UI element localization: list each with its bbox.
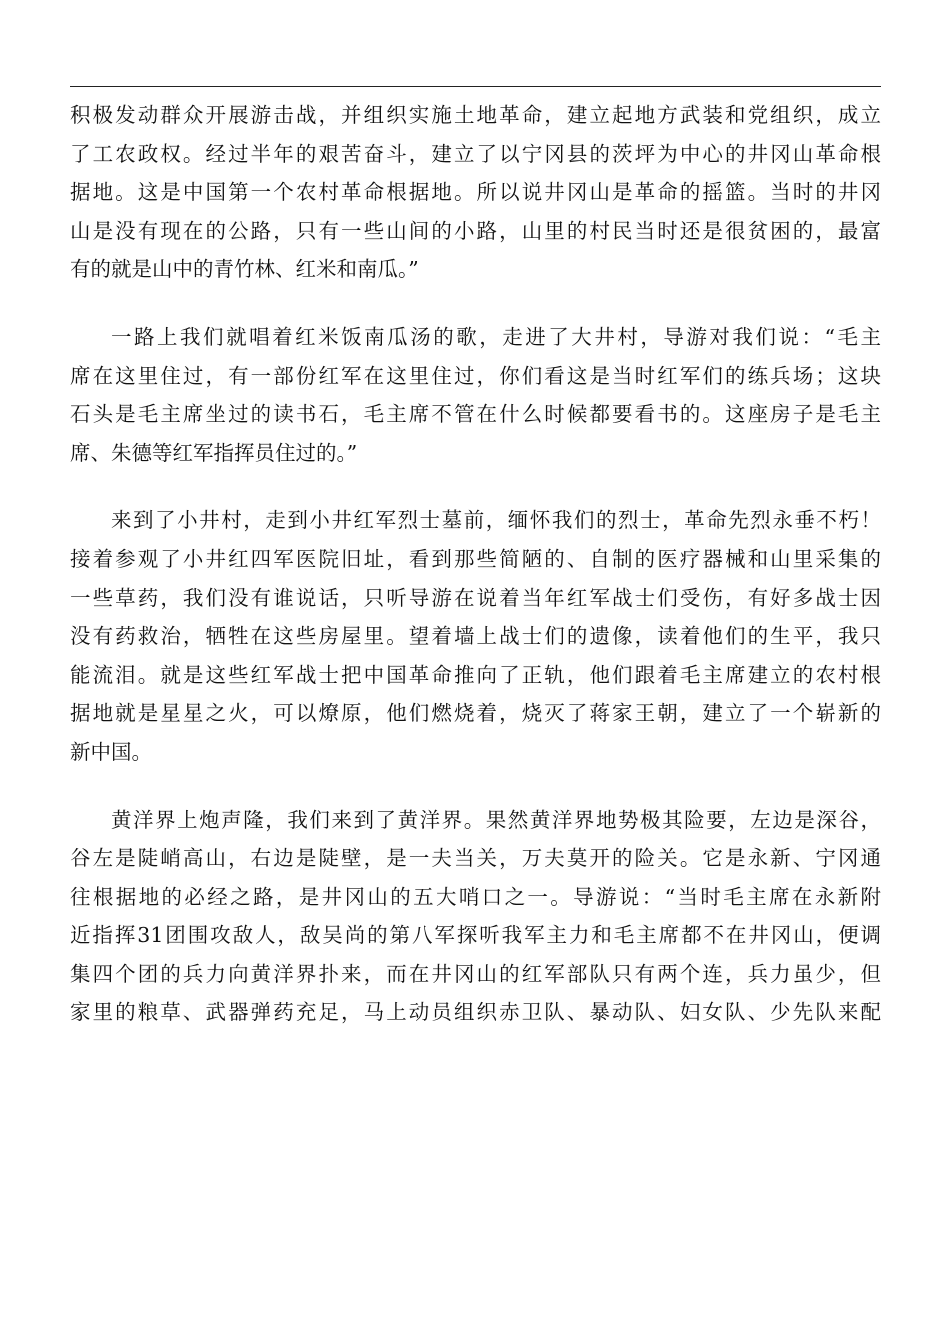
- text-line: 黄洋界上炮声隆，我们来到了黄洋界。果然黄洋界地势极其险要，左边是深谷，: [111, 807, 881, 832]
- text-line: 据地就是星星之火，可以燎原，他们燃烧着，烧灭了蒋家王朝，建立了一个崭新的: [70, 701, 881, 726]
- paragraph-3: [70, 501, 881, 771]
- text-line: 新中国。: [70, 739, 152, 764]
- text-line: 一路上我们就唱着红米饭南瓜汤的歌，走进了大井村，导游对我们说：“毛主: [111, 324, 881, 349]
- paragraph-gap: [70, 772, 881, 801]
- text-line: 了工农政权。经过半年的艰苦奋斗，建立了以宁冈县的茨坪为中心的井冈山革命根: [70, 141, 881, 166]
- text-line: 积极发动群众开展游击战，并组织实施土地革命，建立起地方武装和党组织，成立: [70, 103, 881, 127]
- paragraph-2: [70, 318, 881, 472]
- text-line: 石头是毛主席坐过的读书石，毛主席不管在什么时候都要看书的。这座房子是毛主: [70, 402, 881, 427]
- text-line: 席、朱德等红军指挥员住过的。”: [70, 440, 358, 465]
- text-line: 一些草药，我们没有谁说话，只听导游在说着当年红军战士们受伤，有好多战士因: [70, 585, 881, 610]
- text-line: 近指挥31团围攻敌人，敌吴尚的第八军探听我军主力和毛主席都不在井冈山，便调: [70, 923, 881, 948]
- text-line: 席在这里住过，有一部份红军在这里住过，你们看这是当时红军们的练兵场；这块: [70, 363, 881, 388]
- text-line: 没有药救治，牺牲在这些房屋里。望着墙上战士们的遗像，读着他们的生平，我只: [70, 624, 881, 649]
- text-line: 集四个团的兵力向黄洋界扑来，而在井冈山的红军部队只有两个连，兵力虽少，但: [70, 961, 881, 986]
- text-line: 接着参观了小井红四军医院旧址，看到那些简陋的、自制的医疗器械和山里采集的: [70, 546, 881, 571]
- paragraph-1: [70, 96, 881, 289]
- text-line: 能流泪。就是这些红军战士把中国革命推向了正轨，他们跟着毛主席建立的农村根: [70, 662, 881, 687]
- body-text: [70, 96, 881, 1032]
- text-line: 山是没有现在的公路，只有一些山间的小路，山里的村民当时还是很贫困的，最富: [70, 218, 881, 243]
- text-line: 有的就是山中的青竹林、红米和南瓜。”: [70, 257, 419, 282]
- paragraph-gap: [70, 289, 881, 318]
- text-line: 据地。这是中国第一个农村革命根据地。所以说井冈山是革命的摇篮。当时的井冈: [70, 180, 881, 205]
- paragraph-4: [70, 801, 881, 1033]
- paragraph-gap: [70, 472, 881, 501]
- header-rule: [70, 86, 881, 87]
- text-line: 谷左是陡峭高山，右边是陡壁，是一夫当关，万夫莫开的险关。它是永新、宁冈通: [70, 846, 881, 871]
- text-line: 来到了小井村，走到小井红军烈士墓前，缅怀我们的烈士，革命先烈永垂不朽！: [111, 508, 881, 533]
- text-line: 往根据地的必经之路，是井冈山的五大哨口之一。导游说：“当时毛主席在永新附: [70, 884, 881, 909]
- text-line: 家里的粮草、武器弹药充足，马上动员组织赤卫队、暴动队、妇女队、少先队来配: [70, 1000, 881, 1025]
